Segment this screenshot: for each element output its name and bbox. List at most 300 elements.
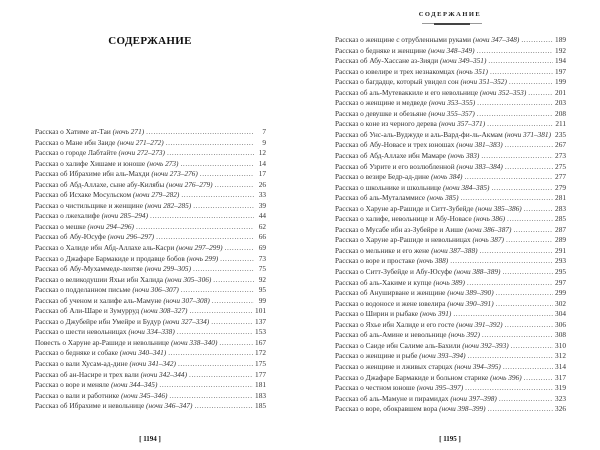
toc-entry	[35, 359, 266, 370]
story-title: Рассказ о Мусабе ибн аз-Зубейре и Аише	[335, 224, 465, 234]
page-number: 62	[258, 221, 266, 231]
story-title: Рассказ о великодушии Яхьи ибн Халида	[35, 274, 165, 284]
toc-entry	[335, 394, 566, 405]
dot-leader	[461, 193, 554, 204]
toc-entry	[335, 362, 566, 373]
dot-leader	[136, 222, 254, 233]
page-number: 95	[258, 285, 266, 295]
dot-leader	[453, 309, 553, 320]
nights-range: (ночи 296–297)	[107, 232, 155, 242]
story-title: Рассказ об аль-Мутеваккиле и его невольнице	[335, 87, 480, 97]
story-title: Рассказ об ученом и халифе аль-Мамуне	[35, 295, 164, 305]
toc-entry	[35, 148, 266, 159]
toc-entry	[335, 246, 566, 257]
page-number: 177	[255, 369, 266, 379]
toc-entry	[35, 211, 266, 222]
story-title: Рассказ о девушке и обезьяне	[335, 108, 429, 118]
nights-range: (ночи 352–353)	[479, 87, 527, 97]
story-title: Рассказ о Харуне ар-Рашиде и невольницах	[335, 235, 473, 245]
toc-entry-title	[335, 299, 494, 310]
toc-entry-title	[335, 288, 494, 299]
toc-entry-title	[335, 162, 503, 173]
ornament-rule	[422, 23, 482, 24]
nights-range: (ночи 334–338)	[128, 327, 175, 337]
dot-leader	[194, 401, 253, 412]
page-number: 208	[555, 108, 566, 118]
nights-range: (ночи 384–385)	[443, 182, 490, 192]
dot-leader	[509, 77, 553, 88]
dot-leader	[511, 341, 553, 352]
page-number: 235	[555, 129, 566, 139]
toc-entry	[35, 243, 266, 254]
toc-entry	[335, 351, 566, 362]
dot-leader	[496, 288, 553, 299]
story-title: Рассказ о Яхье ибн Халиде и его госте	[335, 319, 457, 329]
toc-entry	[335, 119, 566, 130]
page-number: 306	[555, 319, 566, 329]
toc-entry	[335, 67, 566, 78]
toc-entry-title	[35, 327, 175, 338]
dot-leader	[481, 151, 553, 162]
nights-range: (ночи 353–355)	[428, 98, 476, 108]
dot-leader	[496, 299, 553, 310]
story-title: Рассказ об ан-Насире и трех вали	[35, 369, 141, 379]
toc-entry	[35, 285, 266, 296]
toc-entry-title	[35, 243, 223, 254]
dot-leader	[180, 159, 254, 170]
toc-entry	[35, 138, 266, 149]
story-title: Рассказ о городе Лабтайте	[35, 148, 119, 158]
dot-leader	[513, 225, 553, 236]
toc-entry	[35, 222, 266, 233]
toc-entry-title	[335, 35, 519, 46]
nights-range: (ночи 348–349)	[428, 45, 475, 55]
page-number: 44	[258, 211, 266, 221]
story-title: Повесть о Харуне ар-Рашиде и невольнице	[35, 337, 171, 347]
story-title: Рассказ об Исхаке Мосульском	[35, 190, 133, 200]
toc-entry	[35, 264, 266, 275]
dot-leader	[189, 306, 253, 317]
page-number: 167	[255, 337, 266, 347]
toc-entry-title	[35, 148, 165, 159]
toc-entry-title	[335, 341, 509, 352]
page-number: 153	[255, 327, 266, 337]
nights-range: (ночь 388)	[416, 256, 449, 266]
page-number: 69	[258, 243, 266, 253]
story-title: Рассказ об Абу-Юсуфе	[35, 232, 108, 242]
story-title: Рассказ о Саиде ибн Салиме аль-Бахили	[335, 340, 463, 350]
page-number-right: [ 1195 ]	[439, 435, 461, 443]
nights-range: (ночи 306–307)	[132, 285, 179, 295]
toc-entry-title	[35, 306, 187, 317]
toc-entry-title	[335, 183, 489, 194]
toc-entry-title	[35, 159, 178, 170]
page-number: 194	[555, 56, 566, 66]
page-number: 99	[258, 295, 266, 305]
story-title: Рассказ о Хатиме ат-Таи	[35, 127, 113, 136]
nights-range: (ночь 391)	[419, 309, 452, 319]
dot-leader	[225, 243, 254, 254]
nights-range: (ночи 349–351)	[439, 56, 487, 66]
nights-range: (ночи 371–381)	[504, 129, 552, 139]
story-title: Рассказ о вали и работнике	[35, 390, 121, 400]
page-number: 291	[555, 245, 566, 255]
dot-leader	[159, 380, 253, 391]
page-number: 73	[258, 253, 266, 263]
dot-leader	[450, 256, 553, 267]
story-title: Рассказ о Ширин и рыбаке	[335, 309, 420, 319]
toc-entry-title	[35, 190, 179, 201]
nights-range: (ночь 271)	[112, 127, 145, 136]
toc-entry	[335, 109, 566, 120]
page-number: 17	[258, 169, 266, 179]
nights-range: (ночи 397–398)	[450, 393, 497, 403]
nights-range: (ночь 396)	[490, 372, 522, 382]
nights-range: (ночи 341–342)	[129, 359, 176, 369]
toc-entry	[35, 169, 266, 180]
story-title: Рассказ о шести невольницах	[35, 327, 129, 337]
dot-leader	[212, 296, 254, 307]
page-number: 101	[255, 306, 266, 316]
story-title: Рассказ об аль-Амине и невольнице	[335, 330, 449, 340]
dot-leader	[524, 373, 553, 384]
dot-leader	[167, 148, 254, 159]
toc-entry	[335, 341, 566, 352]
toc-entry	[35, 317, 266, 328]
toc-entry	[35, 159, 266, 170]
toc-entry-title	[335, 351, 466, 362]
story-title: Рассказ о халифе, невольнице и Абу-Новасе	[335, 214, 474, 224]
page-number: 295	[555, 267, 566, 277]
toc-entry-title	[335, 256, 448, 267]
toc-entry	[35, 380, 266, 391]
dot-leader	[215, 180, 254, 191]
toc-entry-title	[335, 119, 485, 130]
nights-range: (ночи 393–394)	[419, 351, 466, 361]
page-number: 310	[555, 340, 566, 350]
nights-range: (ночи 347–348)	[472, 35, 520, 44]
toc-entry	[335, 130, 566, 141]
dot-leader	[181, 190, 254, 201]
toc-entry	[335, 383, 566, 394]
toc-entry	[35, 180, 266, 191]
toc-entry-title	[335, 235, 504, 246]
toc-entry	[35, 401, 266, 412]
story-title: Рассказ о водоносе и жене ювелира	[335, 298, 448, 308]
dot-leader	[524, 204, 553, 215]
nights-range: (ночь 351)	[456, 66, 488, 76]
story-title: Рассказ об Ибрахиме ибн аль-Махди	[35, 169, 152, 179]
story-title: Рассказ о Ситт-Зубейде и Абу-Юсуфе	[335, 267, 454, 277]
nights-range: (ночи 383–384)	[456, 161, 503, 171]
dot-leader	[193, 201, 254, 212]
dot-leader	[220, 254, 254, 265]
story-title: Рассказ о багдадце, который увидел сон	[335, 77, 461, 87]
dot-leader	[189, 370, 253, 381]
toc-entry-title	[335, 267, 500, 278]
nights-range: (ночи 355–357)	[428, 108, 475, 118]
toc-entry-title	[35, 180, 213, 191]
page-number: 33	[258, 190, 266, 200]
dot-leader	[146, 127, 254, 138]
story-title: Рассказ о Джафаре Бармакиде и продавце бобов	[35, 253, 187, 263]
page-number: 12	[258, 148, 266, 158]
nights-range: (ночь 299)	[186, 253, 219, 263]
dot-leader	[482, 330, 553, 341]
page-number: 75	[258, 264, 266, 274]
toc-entry	[335, 299, 566, 310]
dot-leader	[169, 391, 253, 402]
dot-leader	[505, 140, 553, 151]
dot-leader	[464, 172, 553, 183]
nights-range: (ночь 384)	[430, 172, 463, 182]
toc-entry-title	[335, 309, 451, 320]
dot-leader	[150, 211, 254, 222]
dot-leader	[506, 235, 553, 246]
story-title: Рассказ о халифе Хишаме и юноше	[35, 158, 147, 168]
nights-range: (ночи 271–272)	[117, 137, 164, 147]
toc-entry-title	[335, 56, 486, 67]
toc-entry-title	[335, 98, 475, 109]
nights-range: (ночь 392)	[448, 330, 480, 340]
toc-entry	[335, 151, 566, 162]
page-number: 299	[555, 288, 566, 298]
nights-range: (ночи 346–347)	[146, 401, 193, 411]
toc-entry	[35, 275, 266, 286]
story-title: Рассказ об аль-Мамуне и пирамидах	[335, 393, 451, 403]
toc-entry-title	[335, 109, 475, 120]
nights-range: (ночи 381–383)	[456, 140, 503, 150]
story-title: Рассказ о школьнике и школьнице	[335, 182, 443, 192]
page-number: 323	[555, 393, 566, 403]
page-number: 66	[258, 232, 266, 242]
page-number: 285	[555, 214, 566, 224]
nights-range: (ночи 342–344)	[140, 369, 188, 379]
story-title: Рассказ о вали Хусам-ад-дине	[35, 359, 130, 369]
page-number: 26	[258, 179, 266, 189]
nights-range: (ночь 387)	[472, 235, 504, 245]
nights-range: (ночи 285–294)	[101, 211, 148, 221]
page-number: 279	[555, 182, 566, 192]
toc-entry-title	[335, 225, 511, 236]
toc-entry-title	[35, 138, 164, 149]
toc-entry-title	[35, 285, 179, 296]
toc-entry	[335, 35, 566, 46]
dot-leader	[502, 267, 553, 278]
toc-entry-title	[35, 317, 209, 328]
toc-entry	[335, 225, 566, 236]
page-number: 289	[555, 235, 566, 245]
story-title: Рассказ о женщине и медведе	[335, 98, 429, 108]
story-title: Рассказ о женщине и лживых старцах	[335, 361, 455, 371]
nights-range: (ночи 327–334)	[162, 316, 210, 326]
dot-leader	[177, 327, 253, 338]
dot-leader	[213, 275, 254, 286]
toc-entry	[335, 98, 566, 109]
story-title: Рассказ о подделанном письме	[35, 285, 133, 295]
nights-range: (ночи 340–341)	[119, 348, 167, 358]
story-title: Рассказ о честном юноше	[335, 383, 417, 393]
toc-entry	[335, 256, 566, 267]
toc-entry-title	[335, 362, 501, 373]
story-title: Рассказ о Мане ибн Заиде	[35, 137, 118, 147]
dot-leader	[211, 317, 253, 328]
page-number: 181	[255, 380, 266, 390]
story-title: Рассказ о бедняке и женщине	[335, 45, 429, 55]
story-title: Рассказ о ювелире и трех незнакомцах	[335, 66, 457, 76]
dot-leader	[193, 264, 254, 275]
nights-range: (ночи 305–306)	[164, 274, 212, 284]
toc-entry-title	[35, 338, 217, 349]
toc-entry	[335, 140, 566, 151]
page-number-left: [ 1194 ]	[139, 435, 161, 443]
dot-leader	[507, 214, 553, 225]
nights-range: (ночи 387–388)	[431, 245, 478, 255]
story-title: Рассказ о женщине с отрубленными руками	[335, 35, 473, 44]
running-head: СОДЕРЖАНИЕ	[418, 11, 482, 18]
toc-entry-title	[335, 373, 522, 384]
toc-entry-title	[35, 401, 192, 412]
page-number: 199	[555, 77, 566, 87]
dot-leader	[477, 109, 553, 120]
dot-leader	[477, 46, 554, 57]
page-number: 273	[555, 151, 566, 161]
toc-entry	[335, 278, 566, 289]
toc-entry	[335, 320, 566, 331]
page-number: 192	[555, 45, 566, 55]
story-title: Рассказ о бедняке и собаке	[35, 348, 120, 358]
page-number: 287	[555, 224, 566, 234]
toc-entry	[335, 267, 566, 278]
dot-leader	[477, 98, 553, 109]
nights-range: (ночи 351–352)	[460, 77, 507, 87]
toc-entry	[335, 309, 566, 320]
page-number: 281	[555, 193, 566, 203]
toc-entry-title	[335, 151, 479, 162]
toc-entry-title	[35, 370, 187, 381]
page-number: 185	[255, 401, 266, 411]
toc-entry	[335, 288, 566, 299]
page-number: 7	[262, 127, 266, 136]
toc-entry-title	[335, 246, 478, 257]
toc-entry-title	[35, 254, 218, 265]
story-title: Рассказ об Абу-Новасе и трех юношах	[335, 140, 457, 150]
toc-list-left	[35, 127, 266, 412]
nights-range: (ночи 345–346)	[120, 390, 168, 400]
nights-range: (ночи 294–296)	[87, 221, 134, 231]
toc-entry-title	[35, 380, 157, 391]
toc-entry-title	[335, 140, 503, 151]
toc-entry-title	[335, 404, 486, 415]
dot-leader	[505, 320, 553, 331]
dot-leader	[503, 362, 553, 373]
toc-entry-title	[335, 172, 462, 183]
nights-range: (ночи 279–282)	[132, 190, 180, 200]
toc-entry	[35, 338, 266, 349]
page-number: 317	[555, 372, 566, 382]
dot-leader	[156, 232, 254, 243]
story-title: Рассказ о воре и меняле	[35, 380, 111, 390]
dot-leader	[468, 351, 553, 362]
page-number: 314	[555, 361, 566, 371]
toc-entry-title	[35, 275, 211, 286]
page-number: 137	[255, 316, 266, 326]
toc-entry-title	[35, 296, 210, 307]
page-number: 211	[555, 119, 566, 129]
page-number: 201	[555, 87, 566, 97]
page-title: СОДЕРЖАНИЕ	[108, 35, 192, 47]
page-number: 275	[555, 161, 566, 171]
page-number: 312	[555, 351, 566, 361]
toc-entry-title	[35, 201, 191, 212]
dot-leader	[480, 246, 554, 257]
story-title: Рассказ об Унс-аль-Вуджуде и аль-Вард-фи-ль-Акмам	[335, 129, 505, 139]
dot-leader	[521, 35, 553, 46]
toc-entry-title	[335, 330, 480, 341]
toc-entry	[335, 235, 566, 246]
toc-entry	[35, 190, 266, 201]
toc-entry-title	[35, 222, 134, 233]
toc-entry	[335, 193, 566, 204]
toc-list-right	[335, 35, 566, 415]
nights-range: (ночи 394–395)	[454, 361, 501, 371]
page-number: 9	[262, 137, 266, 147]
toc-entry-title	[35, 232, 154, 243]
story-title: Рассказ о Харуне ар-Рашиде и Ситт-Зубейде	[335, 203, 476, 213]
toc-entry	[35, 201, 266, 212]
toc-entry-title	[35, 264, 191, 275]
story-title: Рассказ об аль-Муталаммисе	[335, 193, 427, 203]
story-title: Рассказ о женщине и рыбе	[335, 351, 420, 361]
nights-range: (ночь 383)	[447, 151, 480, 161]
dot-leader	[490, 67, 553, 78]
nights-range: (ночи 282–285)	[144, 200, 192, 210]
toc-entry-title	[335, 394, 497, 405]
dot-leader	[219, 338, 253, 349]
story-title: Рассказ об Узрите и его возлюбленной	[335, 161, 457, 171]
page-number: 92	[258, 274, 266, 284]
toc-entry-title	[35, 391, 167, 402]
toc-entry	[35, 127, 266, 138]
nights-range: (ночь 273)	[146, 158, 179, 168]
story-title: Рассказ об Ануширване и женщине	[335, 288, 448, 298]
toc-entry-title	[35, 348, 166, 359]
page-number: 175	[255, 359, 266, 369]
toc-entry-title	[335, 320, 503, 331]
toc-entry-title	[35, 359, 176, 370]
page-number: 189	[555, 35, 566, 44]
toc-entry	[335, 373, 566, 384]
toc-entry	[335, 88, 566, 99]
story-title: Рассказ о везире Бедр-ад-дине	[335, 172, 431, 182]
dot-leader	[465, 383, 553, 394]
story-title: Рассказ о Халиде ибн Абд-Аллахе аль-Касри	[35, 243, 177, 253]
toc-entry	[35, 370, 266, 381]
page-number: 293	[555, 256, 566, 266]
right-page	[300, 0, 600, 450]
dot-leader	[528, 88, 553, 99]
nights-range: (ночи 388–389)	[454, 267, 501, 277]
toc-entry-title	[335, 214, 505, 225]
nights-range: (ночи 385–386)	[475, 203, 522, 213]
nights-range: (ночи 307–308)	[163, 295, 210, 305]
toc-entry	[335, 214, 566, 225]
page-number: 172	[255, 348, 266, 358]
story-title: Рассказ о воре и простаке	[335, 256, 417, 266]
nights-range: (ночь 389)	[433, 277, 465, 287]
toc-entry-title	[335, 67, 488, 78]
page-number: 297	[555, 277, 566, 287]
